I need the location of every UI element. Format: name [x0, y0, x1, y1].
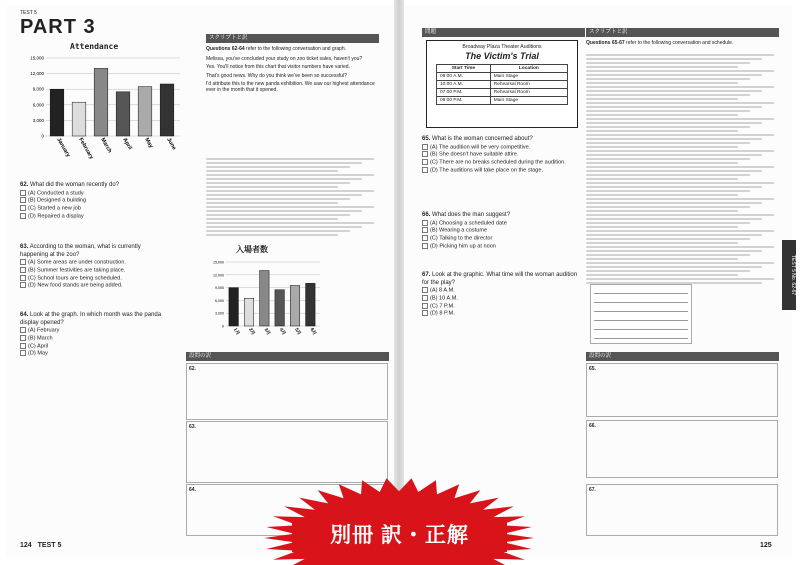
text-line-placeholder	[586, 278, 774, 280]
answer-checkbox[interactable]	[422, 287, 428, 293]
text-line-placeholder	[206, 206, 374, 208]
text-line-placeholder	[586, 82, 738, 84]
side-tab: TEST 5 No. 62-67	[782, 240, 796, 310]
x-tick-label: May	[143, 137, 154, 150]
answer-option[interactable]	[422, 144, 582, 152]
text-line-placeholder	[206, 234, 338, 236]
y-tick-label: 0	[41, 133, 44, 139]
script-ref	[206, 46, 376, 52]
text-line-placeholder	[206, 174, 374, 176]
answer-checkbox[interactable]	[422, 243, 428, 249]
q66-stem: What does the man suggest?	[432, 212, 511, 218]
text-line-placeholder	[206, 182, 350, 184]
text-line-placeholder	[206, 202, 338, 204]
answer-option[interactable]	[422, 310, 582, 318]
q63-options	[20, 259, 170, 290]
y-tick-label: 6,000	[215, 298, 224, 303]
text-line-placeholder	[586, 166, 774, 168]
answer-option[interactable]	[422, 303, 582, 311]
y-tick-label: 15,000	[213, 260, 224, 265]
x-tick-label: 3月	[263, 327, 272, 336]
answer-option[interactable]	[422, 220, 582, 228]
answer-checkbox[interactable]	[422, 303, 428, 309]
q64-stem: Look at the graph. In which month was the panda display opened?	[20, 312, 162, 326]
text-line-placeholder	[586, 154, 762, 156]
q62-stem: What did the woman recently do?	[30, 182, 120, 188]
translation-box-66	[586, 420, 778, 478]
x-tick-label: 6月	[309, 327, 318, 336]
translation-box-62	[186, 363, 388, 420]
answer-checkbox[interactable]	[20, 205, 26, 211]
answer-option-text: (D) Repaired a display	[28, 213, 84, 220]
text-line-placeholder	[206, 230, 350, 232]
text-line-placeholder	[586, 86, 774, 88]
text-line-placeholder	[586, 106, 762, 108]
y-tick-label: 12,000	[213, 273, 224, 278]
text-line-placeholder	[586, 54, 774, 56]
text-line-placeholder	[206, 226, 362, 228]
script-line: Melissa, you've concluded your study on zoo ticket sales, haven't you?	[206, 56, 363, 62]
answer-option[interactable]	[20, 259, 170, 267]
answer-checkbox[interactable]	[20, 335, 26, 341]
answer-option[interactable]	[20, 205, 170, 213]
x-tick-label: 5月	[294, 327, 303, 336]
attendance-chart	[12, 52, 182, 172]
answer-checkbox[interactable]	[422, 167, 428, 173]
answer-option-text: (B) She doesn't have suitable attire.	[430, 151, 519, 158]
answer-option-text: (A) 8 A.M.	[430, 287, 455, 294]
y-tick-label: 3,000	[215, 311, 224, 316]
right-script-header: スクリプトと訳	[586, 28, 779, 37]
text-line-placeholder	[586, 274, 738, 276]
q67-number: 67.	[422, 272, 431, 278]
text-line-placeholder	[586, 250, 762, 252]
answer-option[interactable]	[422, 227, 582, 235]
text-line-placeholder	[206, 218, 338, 220]
text-line-placeholder	[586, 158, 750, 160]
answer-checkbox[interactable]	[20, 267, 26, 273]
answer-option[interactable]	[422, 295, 582, 303]
q65-number: 65.	[422, 136, 431, 142]
answer-option-text: (C) Talking to the director	[430, 235, 493, 242]
flyer-location-cell: Main Stage	[490, 97, 567, 105]
flyer-location-cell: Rehearsal Room	[490, 89, 567, 97]
text-line-placeholder	[586, 94, 750, 96]
answer-option[interactable]	[20, 343, 170, 351]
answer-option-text: (C) 7 P.M.	[430, 302, 455, 309]
script-line: I'd attribute this to the new panda exhibition. We saw our highest attendance ever in the month that it opened.	[206, 80, 375, 93]
text-line-placeholder	[586, 214, 774, 216]
question-63	[20, 244, 170, 290]
x-tick-label: April	[121, 137, 133, 151]
answer-option[interactable]	[20, 335, 170, 343]
question-67	[422, 272, 582, 318]
problem-header: 問題	[422, 28, 585, 37]
answer-option-text: (B) Wearing a costume	[430, 227, 488, 234]
translated-schedule	[590, 284, 692, 344]
text-line-placeholder	[586, 162, 738, 164]
text-line-placeholder	[586, 102, 774, 104]
bar	[306, 283, 316, 326]
right-translation-header: 設問の訳	[586, 352, 779, 361]
script-body	[206, 56, 376, 95]
text-line-placeholder	[586, 242, 738, 244]
text-line-placeholder	[586, 90, 762, 92]
stamp-text: 別冊 訳・正解	[292, 520, 507, 552]
text-line-placeholder	[586, 146, 738, 148]
flyer-row	[437, 97, 568, 105]
text-line-placeholder	[586, 74, 762, 76]
y-tick-label: 6,000	[32, 102, 44, 108]
x-tick-label: January	[55, 137, 72, 159]
text-line-placeholder	[586, 110, 750, 112]
right-script-ref-range: Questions 65-67	[586, 40, 625, 46]
x-tick-label: 4月	[278, 327, 287, 336]
q67-options	[422, 287, 582, 318]
answer-option-text: (C) School tours are being scheduled.	[28, 274, 122, 281]
table-row-placeholder	[594, 330, 688, 339]
bar	[260, 271, 270, 326]
text-line-placeholder	[206, 162, 362, 164]
answer-option-text: (A) Some areas are under construction.	[28, 259, 126, 266]
answer-checkbox[interactable]	[422, 151, 428, 157]
text-line-placeholder	[586, 238, 750, 240]
text-line-placeholder	[586, 270, 750, 272]
answer-option-text: (B) Designed a building	[28, 197, 87, 204]
right-script-ref-text: refer to the following conversation and schedule.	[626, 40, 734, 46]
y-tick-label: 9,000	[215, 286, 224, 291]
script-header: スクリプトと訳	[206, 34, 379, 43]
x-tick-label: February	[77, 137, 95, 161]
answer-checkbox[interactable]	[20, 190, 26, 196]
x-tick-label: March	[99, 137, 113, 155]
script-ref-text: refer to the following conversation and graph.	[246, 46, 347, 52]
q66-number: 66.	[422, 212, 431, 218]
answer-option-text: (A) Choosing a scheduled date	[430, 219, 507, 226]
text-line-placeholder	[586, 66, 738, 68]
translation-header: 設問の訳	[186, 352, 389, 361]
answer-checkbox[interactable]	[20, 327, 26, 333]
answer-option[interactable]	[20, 213, 170, 221]
answer-option-text: (D) May	[28, 350, 48, 357]
question-66	[422, 212, 582, 251]
answer-option[interactable]	[422, 151, 582, 159]
flyer-row	[437, 81, 568, 89]
bar	[275, 290, 285, 326]
text-line-placeholder	[206, 198, 350, 200]
answer-option[interactable]	[422, 159, 582, 167]
text-line-placeholder	[206, 166, 350, 168]
small-attendance-chart	[202, 256, 322, 346]
bar	[50, 89, 64, 136]
text-line-placeholder	[586, 170, 762, 172]
text-line-placeholder	[586, 226, 738, 228]
right-script-ref	[586, 40, 776, 46]
text-line-placeholder	[586, 210, 738, 212]
text-line-placeholder	[206, 194, 362, 196]
text-line-placeholder	[206, 186, 338, 188]
answer-option[interactable]	[422, 243, 582, 251]
q63-number: 63.	[20, 244, 29, 250]
y-tick-label: 9,000	[32, 86, 44, 92]
answer-option[interactable]	[422, 287, 582, 295]
chart-title: Attendance	[70, 42, 119, 51]
q65-options	[422, 144, 582, 175]
script-line: Yes. You'll notice from this chart that visitor numbers have varied.	[206, 64, 350, 71]
answer-checkbox[interactable]	[20, 259, 26, 265]
answer-option-text: (B) 10 A.M.	[430, 295, 458, 302]
text-line-placeholder	[586, 78, 750, 80]
text-line-placeholder	[586, 198, 774, 200]
flyer-col-time: Start Time	[437, 65, 491, 73]
q62-number: 62.	[20, 182, 29, 188]
text-line-placeholder	[586, 206, 750, 208]
text-line-placeholder	[586, 258, 738, 260]
flyer-row	[437, 73, 568, 81]
answer-option-text: (C) Started a new job	[28, 205, 81, 212]
question-62	[20, 182, 170, 221]
left-page	[6, 6, 394, 558]
table-row-placeholder	[594, 303, 688, 312]
flyer-location-cell: Main Stage	[490, 73, 567, 81]
text-line-placeholder	[586, 246, 774, 248]
q67-stem: Look at the graphic. What time will the woman audition for the play?	[422, 272, 578, 286]
answer-option[interactable]	[20, 275, 170, 283]
answer-checkbox[interactable]	[422, 227, 428, 233]
x-tick-label: 2月	[248, 327, 257, 336]
answer-checkbox[interactable]	[20, 275, 26, 281]
translation-box-67	[586, 484, 778, 536]
text-line-placeholder	[586, 174, 750, 176]
text-line-placeholder	[206, 178, 362, 180]
bar	[229, 288, 239, 326]
text-line-placeholder	[586, 182, 774, 184]
answer-checkbox[interactable]	[20, 350, 26, 356]
text-line-placeholder	[586, 130, 738, 132]
x-tick-label: June	[165, 137, 177, 152]
answer-checkbox[interactable]	[20, 197, 26, 203]
answer-checkbox[interactable]	[422, 144, 428, 150]
text-line-placeholder	[206, 214, 350, 216]
q63-stem: According to the woman, what is currently happening at the zoo?	[20, 244, 141, 258]
left-page-number: 124	[20, 542, 32, 549]
answer-checkbox[interactable]	[422, 220, 428, 226]
text-line-placeholder	[206, 190, 374, 192]
y-tick-label: 3,000	[32, 117, 44, 123]
translation-box-63	[186, 421, 388, 483]
text-line-placeholder	[586, 62, 750, 64]
text-line-placeholder	[586, 122, 762, 124]
text-line-placeholder	[206, 210, 362, 212]
answer-option[interactable]	[20, 327, 170, 335]
flyer-time-cell: 08:00 P.M.	[437, 97, 491, 105]
question-64	[20, 312, 170, 358]
y-tick-label: 15,000	[30, 55, 44, 61]
left-footer	[20, 542, 61, 549]
right-page-number: 125	[760, 542, 772, 549]
text-line-placeholder	[586, 134, 774, 136]
text-line-placeholder	[586, 230, 774, 232]
right-script-body	[586, 52, 776, 286]
text-line-placeholder	[586, 254, 750, 256]
answer-option[interactable]	[20, 190, 170, 198]
flyer-schedule-table	[436, 64, 568, 105]
answer-checkbox[interactable]	[422, 235, 428, 241]
answer-option-text: (D) The auditions will take place on the stage.	[430, 167, 544, 174]
trans-62-number: 62.	[189, 366, 196, 372]
answer-checkbox[interactable]	[422, 159, 428, 165]
answer-option[interactable]	[20, 350, 170, 358]
text-line-placeholder	[206, 158, 374, 160]
flyer-time-cell: 08:00 A.M.	[437, 73, 491, 81]
text-line-placeholder	[586, 266, 762, 268]
answer-option-text: (D) Picking him up at noon	[430, 243, 496, 250]
test-label: TEST 5	[20, 10, 37, 16]
answer-checkbox[interactable]	[422, 295, 428, 301]
text-line-placeholder	[586, 142, 750, 144]
flyer-row	[437, 89, 568, 97]
table-row-placeholder	[594, 321, 688, 330]
left-footer-test: TEST 5	[37, 542, 62, 549]
text-line-placeholder	[586, 58, 762, 60]
text-line-placeholder	[586, 114, 738, 116]
answer-option[interactable]	[20, 197, 170, 205]
y-tick-label: 0	[222, 324, 224, 329]
flyer-time-cell: 07:00 P.M.	[437, 89, 491, 97]
flyer-col-location: Location	[490, 65, 567, 73]
text-line-placeholder	[586, 126, 750, 128]
table-row-placeholder	[594, 285, 688, 294]
answer-checkbox[interactable]	[20, 282, 26, 288]
script-translation	[206, 156, 376, 238]
bar	[244, 298, 254, 326]
trans-63-number: 63.	[189, 424, 196, 430]
bar	[138, 87, 152, 136]
text-line-placeholder	[586, 186, 762, 188]
answer-option-text: (D) 8 P.M.	[430, 310, 455, 317]
text-line-placeholder	[206, 170, 338, 172]
audition-flyer	[426, 40, 578, 128]
text-line-placeholder	[586, 178, 738, 180]
q66-options	[422, 220, 582, 251]
text-line-placeholder	[586, 118, 774, 120]
answer-option-text: (D) New food stands are being added.	[28, 282, 123, 289]
text-line-placeholder	[586, 218, 762, 220]
bar	[160, 84, 174, 136]
bar	[94, 68, 108, 136]
flyer-play-title: The Victim's Trial	[465, 51, 539, 61]
answer-option[interactable]	[20, 282, 170, 290]
text-line-placeholder	[206, 222, 374, 224]
text-line-placeholder	[586, 194, 738, 196]
flyer-time-cell: 10:00 A.M.	[437, 81, 491, 89]
trans-67-number: 67.	[589, 487, 596, 493]
flyer-venue: Broadway Plaza Theater Auditions	[462, 44, 542, 50]
text-line-placeholder	[586, 234, 762, 236]
answer-option-text: (A) The audition will be very competitive.	[430, 143, 531, 150]
text-line-placeholder	[586, 262, 774, 264]
right-page	[404, 6, 792, 558]
q64-number: 64.	[20, 312, 29, 318]
trans-65-number: 65.	[589, 366, 596, 372]
bar	[290, 285, 300, 326]
text-line-placeholder	[586, 150, 774, 152]
table-row-placeholder	[594, 312, 688, 321]
q64-options	[20, 327, 170, 358]
answer-option[interactable]	[422, 167, 582, 175]
answer-option-text: (B) March	[28, 335, 53, 342]
translation-box-65	[586, 363, 778, 417]
part-heading: PART 3	[20, 16, 96, 38]
bar	[72, 102, 86, 136]
text-line-placeholder	[586, 202, 762, 204]
q62-options	[20, 190, 170, 221]
text-line-placeholder	[586, 222, 750, 224]
answer-option-text: (B) Summer festivities are taking place.	[28, 267, 126, 274]
x-tick-label: 1月	[232, 327, 241, 336]
answer-checkbox[interactable]	[20, 213, 26, 219]
flyer-location-cell: Rehearsal Room	[490, 81, 567, 89]
question-65	[422, 136, 582, 175]
answer-option-text: (A) Conducted a study	[28, 189, 84, 196]
q65-stem: What is the woman concerned about?	[432, 136, 533, 142]
trans-66-number: 66.	[589, 423, 596, 429]
answer-option-text: (C) April	[28, 342, 49, 349]
script-ref-range: Questions 62-64	[206, 46, 245, 52]
answer-option[interactable]	[422, 235, 582, 243]
script-line: That's good news. Why do you think we've been so successful?	[206, 72, 347, 79]
table-row-placeholder	[594, 294, 688, 303]
y-tick-label: 12,000	[30, 71, 44, 77]
small-chart-title: 入場者数	[236, 245, 268, 254]
text-line-placeholder	[586, 70, 774, 72]
answer-option[interactable]	[20, 267, 170, 275]
answer-checkbox[interactable]	[422, 310, 428, 316]
answer-option-text: (C) There are no breaks scheduled during the audition.	[430, 159, 566, 166]
trans-64-number: 64.	[189, 487, 196, 493]
text-line-placeholder	[586, 98, 738, 100]
text-line-placeholder	[586, 190, 750, 192]
text-line-placeholder	[586, 138, 762, 140]
answer-option-text: (A) February	[28, 327, 60, 334]
bar	[116, 92, 130, 136]
answer-checkbox[interactable]	[20, 343, 26, 349]
